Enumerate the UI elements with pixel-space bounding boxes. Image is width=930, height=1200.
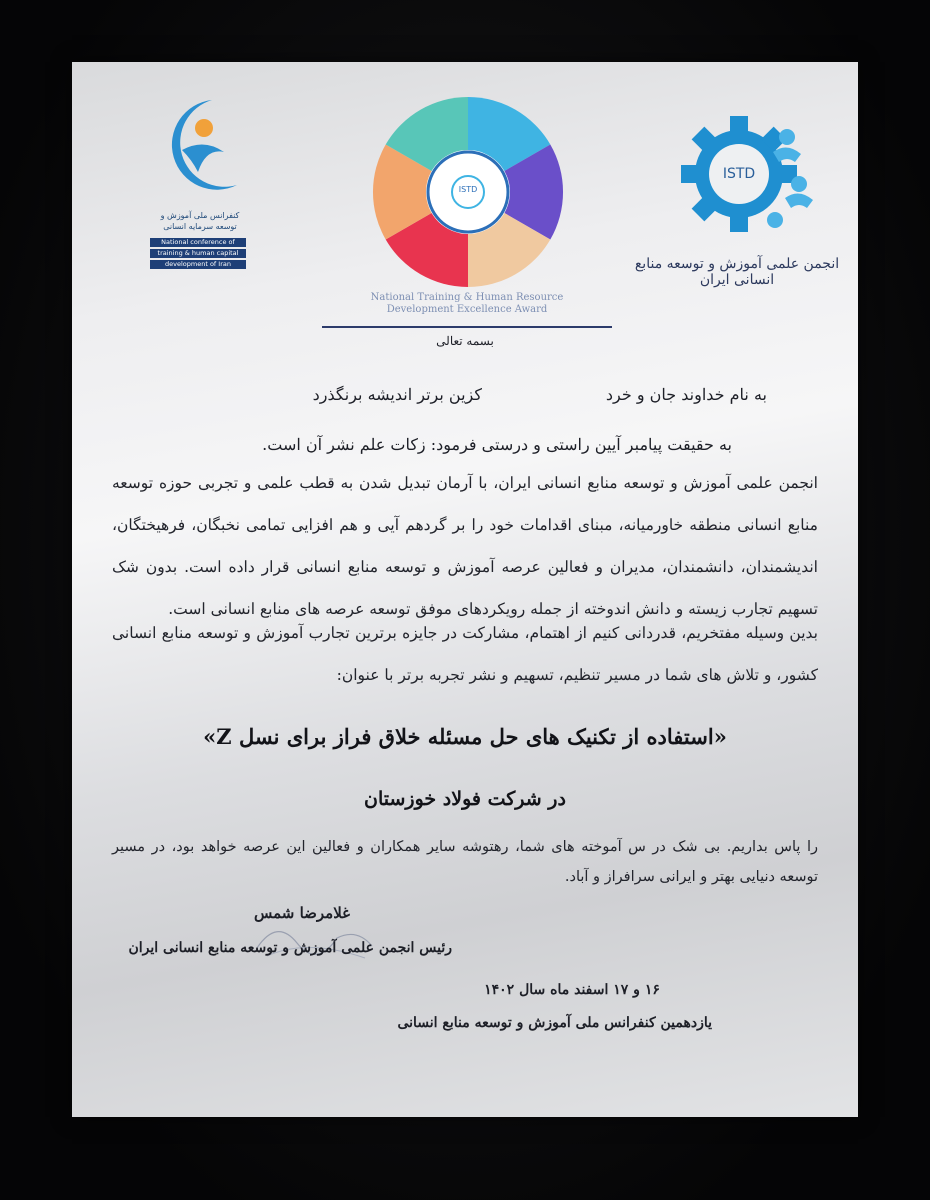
closing-paragraph: را پاس بداریم. بی شک در س آموخته های شما، رهتوشه سایر همکاران و فعالین این عرصه خواهد بود، در مسیر توسعه دنیایی بهتر و ایرانی سرافراز و آباد.: [112, 839, 818, 885]
experience-title: «استفاده از تکنیک های حل مسئله خلاق فراز برای نسل Z»: [203, 724, 727, 749]
conference-name-fa: کنفرانس ملی آموزش و توسعه سرمایه انسانی: [160, 211, 240, 231]
event-name: یازدهمین کنفرانس ملی آموزش و توسعه منابع انسانی: [397, 1015, 712, 1031]
istd-logo: [677, 102, 817, 242]
conference-band-2: training & human capital: [150, 249, 246, 258]
bismillah: بسمه تعالی: [436, 334, 494, 348]
award-caption: [322, 292, 612, 316]
istd-caption: انجمن علمی آموزش و توسعه منابع انسانی ایران: [634, 256, 840, 288]
signatory-name: غلامرضا شمس: [254, 904, 350, 922]
award-caption-line2: Development Excellence Award: [386, 304, 548, 315]
signatory-title: رئیس انجمن علمی آموزش و توسعه منابع انسانی ایران: [128, 940, 452, 956]
conference-band-1: National conference of: [150, 238, 246, 247]
conference-band-3: development of Iran: [150, 260, 246, 269]
hadith-line: به حقیقت پیامبر آیین راستی و درستی فرمود: زکات علم نشر آن است.: [262, 435, 732, 454]
header-divider: [322, 326, 612, 328]
company-name: در شرکت فولاد خوزستان: [364, 788, 566, 810]
award-inner-label: ISTD: [458, 185, 478, 194]
award-wheel-logo: [368, 92, 568, 292]
certificate-plaque: [72, 62, 858, 1117]
appreciation-paragraph: بدین وسیله مفتخریم، قدردانی کنیم از اهتمام، مشارکت در جایزه برترین تجارب آموزش و توسعه منابع انسانی کشور، و تلاش های شما در مسیر تنظیم، تسهیم و نشر تجربه برتر با عنوان:: [112, 624, 818, 684]
istd-label: ISTD: [722, 166, 756, 182]
event-date: ۱۶ و ۱۷ اسفند ماه سال ۱۴۰۲: [484, 982, 660, 998]
intro-paragraph: انجمن علمی آموزش و توسعه منابع انسانی ایران، با آرمان تبدیل شدن به قطب علمی و تجربی حوزه توسعه منابع انسانی منطقه خاورمیانه، مبنای اقدامات خود را بر گردهم آیی و هم افزایی تمامی نخبگان، فرهیختگان، اندیشمندان، دانشمندان، مدیران و فعالین عرصه آموزش و توسعه منابع انسانی قرار داده است. بدون شک تسهیم تجارب زیسته و دانش اندوخته از جمله رویکردهای موفق توسعه عرصه های منابع انسانی است.: [112, 474, 818, 618]
award-caption-line1: National Training & Human Resource: [370, 292, 564, 303]
verse-right: به نام خداوند جان و خرد: [605, 385, 767, 404]
verse-left: کزین برتر اندیشه برنگذرد: [312, 385, 482, 404]
conference-logo: [142, 90, 252, 280]
conference-emblem-icon: [142, 90, 252, 210]
signature-scribble-icon: [247, 908, 387, 968]
